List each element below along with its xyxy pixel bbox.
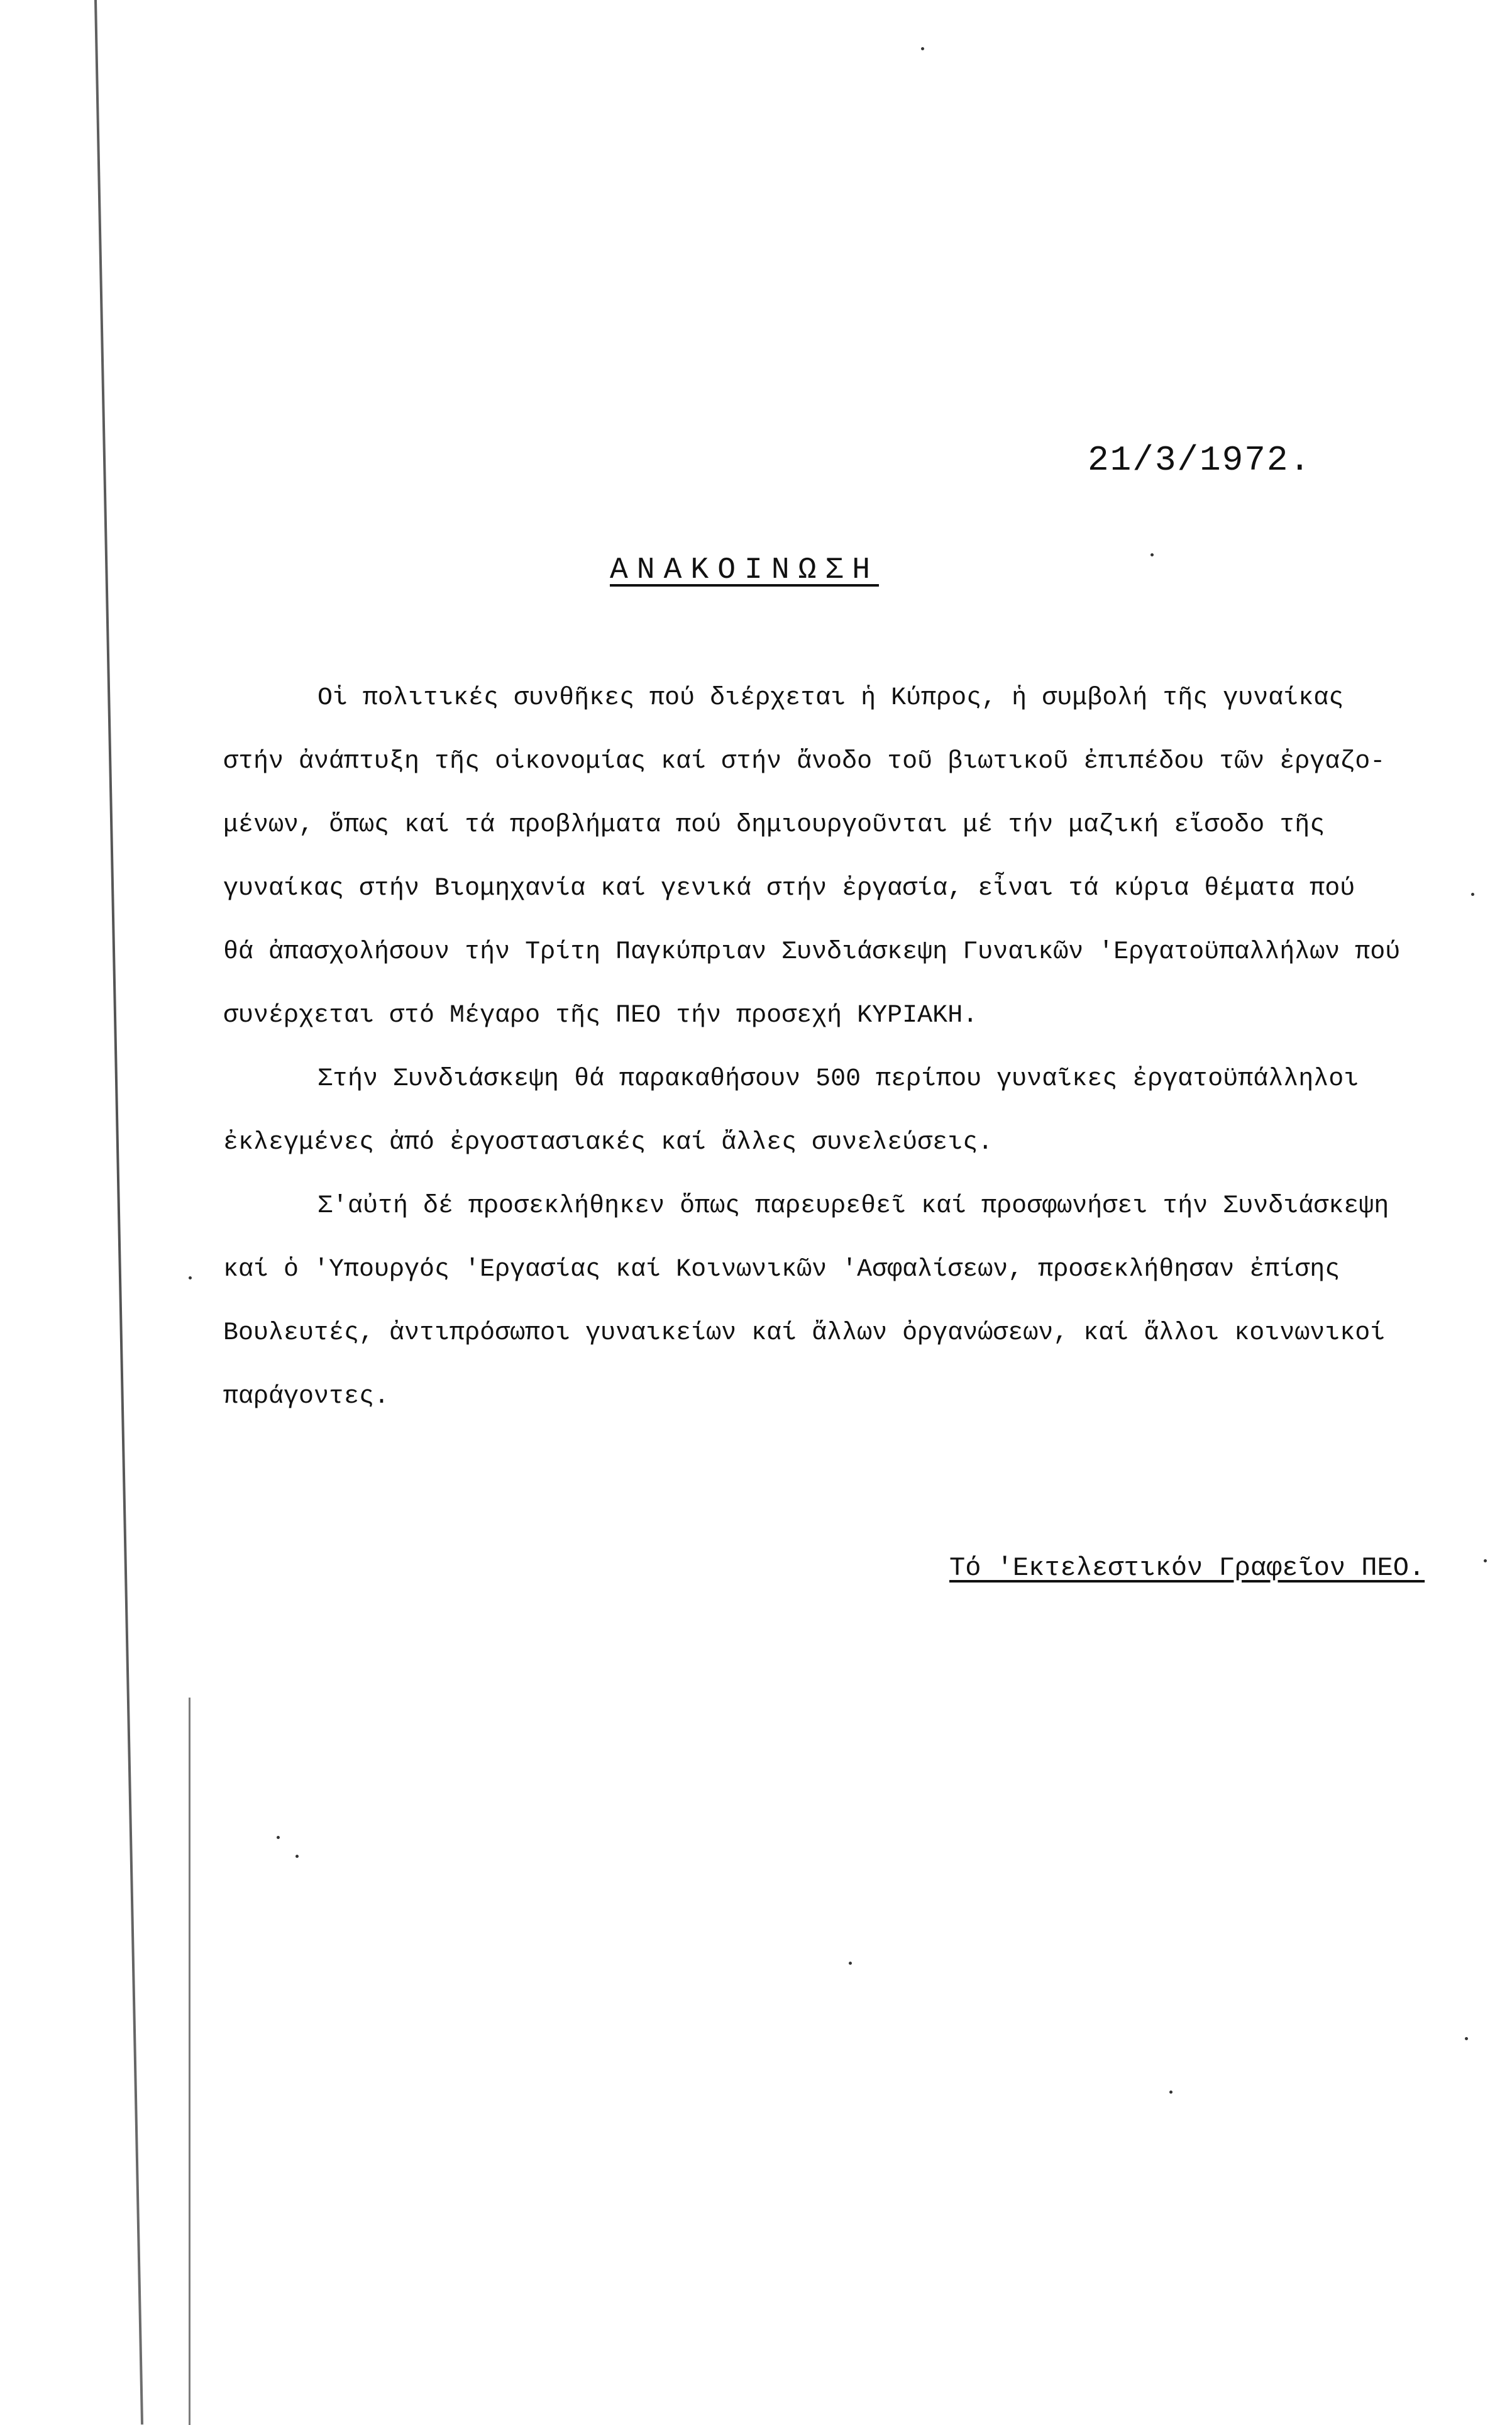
paragraph-2-line-1: Στήν Συνδιάσκεψη θά παρακαθήσουν 500 περίπου γυναῖκες ἐργατοϋπάλληλοι xyxy=(317,1065,1359,1093)
document-title: ΑΝΑΚΟΙΝΩΣΗ xyxy=(610,553,880,587)
scan-speck xyxy=(1465,2037,1468,2040)
paragraph-1-line-2: στήν ἀνάπτυξη τῆς οἰκονομίας καί στήν ἄνοδο τοῦ βιωτικοῦ ἐπιπέδου τῶν ἐργαζο- xyxy=(223,748,1386,776)
document-body xyxy=(223,666,1455,1428)
paragraph-3-line-2: καί ὁ 'Υπουργός 'Εργασίας καί Κοινωνικῶν 'Ασφαλίσεων, προσεκλήθησαν ἐπίσης xyxy=(223,1256,1340,1284)
scan-artifact-line xyxy=(94,0,143,2424)
document-date: 21/3/1972. xyxy=(1088,440,1312,480)
paragraph-3-line-1: Σ'αὐτή δέ προσεκλήθηκεν ὅπως παρευρεθεῖ καί προσφωνήσει τήν Συνδιάσκεψη xyxy=(317,1192,1389,1220)
paragraph-1-line-6: συνέρχεται στό Μέγαρο τῆς ΠΕΟ τήν προσεχή ΚΥΡΙΑΚΗ. xyxy=(223,1002,978,1030)
scan-speck xyxy=(1169,2091,1173,2094)
scan-artifact-line-lower xyxy=(189,1698,190,2425)
paragraph-3-line-4: παράγοντες. xyxy=(223,1383,390,1411)
paragraph-2-line-2: ἐκλεγμένες ἀπό ἐργοστασιακές καί ἄλλες συνελεύσεις. xyxy=(223,1129,993,1157)
scan-speck xyxy=(849,1962,852,1965)
paragraph-1-line-5: θά ἀπασχολήσουν τήν Τρίτη Παγκύπριαν Συνδιάσκεψη Γυναικῶν 'Εργατοϋπαλλήλων πού xyxy=(223,938,1401,966)
scan-speck xyxy=(295,1855,299,1858)
scan-speck xyxy=(1471,893,1474,896)
paragraph-1-line-4: γυναίκας στήν Βιομηχανία καί γενικά στήν ἐργασία, εἶναι τά κύρια θέματα πού xyxy=(223,875,1355,903)
scan-speck xyxy=(189,1276,192,1279)
document-signature: Τό 'Εκτελεστικόν Γραφεῖον ΠΕΟ. xyxy=(949,1553,1425,1583)
scan-speck xyxy=(1484,1559,1487,1562)
scan-speck xyxy=(277,1836,280,1839)
scan-speck xyxy=(1151,553,1154,556)
paragraph-1-line-3: μένων, ὅπως καί τά προβλήματα πού δημιουργοῦνται μέ τήν μαζική εἴσοδο τῆς xyxy=(223,811,1325,839)
scan-speck xyxy=(921,47,924,50)
paragraph-3-line-3: Βουλευτές, ἀντιπρόσωποι γυναικείων καί ἄλλων ὀργανώσεων, καί ἄλλοι κοινωνικοί xyxy=(223,1319,1386,1347)
paragraph-1-line-1: Οἱ πολιτικές συνθῆκες πού διέρχεται ἡ Κύπρος, ἡ συμβολή τῆς γυναίκας xyxy=(317,684,1344,712)
